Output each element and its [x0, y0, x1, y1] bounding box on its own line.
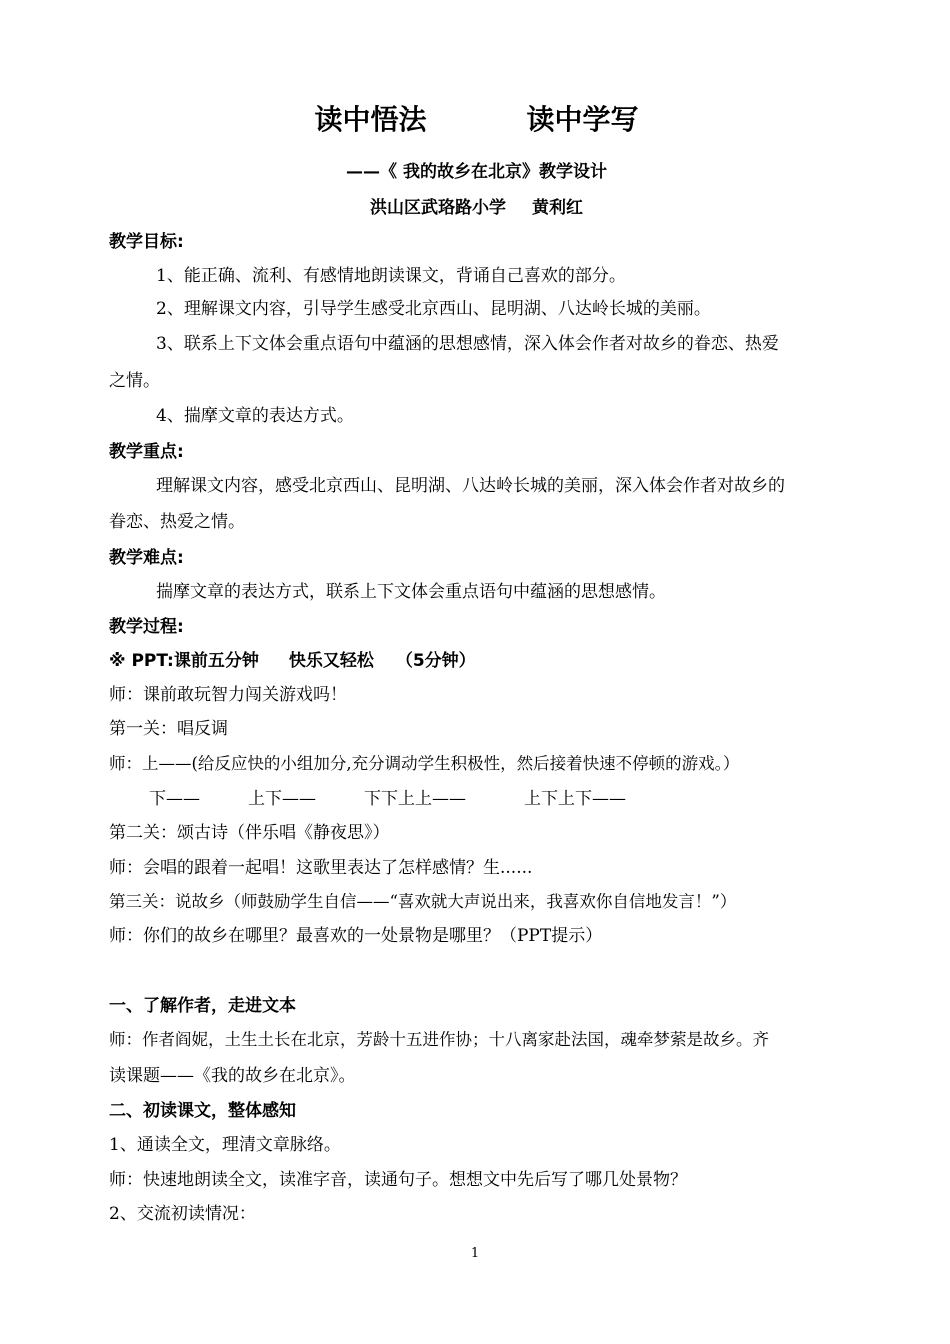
process-text: 师：课前敢玩智力闯关游戏吗！	[109, 685, 347, 705]
ppt-line: ※ PPT:课前五分钟 快乐又轻松 （5分钟）	[109, 651, 476, 671]
author-name: 黄利红	[532, 198, 583, 218]
key-points-text: 理解课文内容，感受北京西山、昆明湖、八达岭长城的美丽，深入体会作者对故乡的	[156, 476, 785, 496]
section-heading: 二、初读课文，整体感知	[109, 1101, 296, 1121]
goal-item-continuation: 之情。	[109, 371, 160, 391]
process-text: 师：上——(给反应快的小组加分,充分调动学生积极性，然后接着快速不停顿的游戏。）	[109, 754, 740, 773]
section-text: 2、交流初读情况：	[109, 1204, 256, 1224]
document-title	[109, 98, 844, 142]
author-school: 洪山区武珞路小学	[370, 198, 506, 218]
drill-line	[109, 784, 626, 814]
section-text: 读课题——《我的故乡在北京》。	[109, 1066, 356, 1086]
section-text: 1、通读全文，理清文章脉络。	[109, 1135, 341, 1155]
difficulties-text: 揣摩文章的表达方式，联系上下文体会重点语句中蕴涵的思想感情。	[156, 582, 666, 602]
goal-item: 1、能正确、流利、有感情地朗读课文，背诵自己喜欢的部分。	[156, 266, 626, 286]
title-left: 读中悟法	[314, 103, 427, 136]
goals-heading: 教学目标:	[109, 232, 184, 252]
goal-item: 4、揣摩文章的表达方式。	[156, 406, 354, 426]
difficulties-heading: 教学难点:	[109, 548, 184, 568]
goal-item: 2、理解课文内容，引导学生感受北京西山、昆明湖、八达岭长城的美丽。	[156, 299, 711, 319]
process-text: 师：会唱的跟着一起唱！这歌里表达了怎样感情？生......	[109, 858, 533, 878]
process-text: 第三关：说故乡（师鼓励学生自信——“喜欢就大声说出来，我喜欢你自信地发言！”）	[109, 892, 737, 911]
key-points-text: 眷恋、热爱之情。	[109, 512, 245, 532]
goal-item: 3、联系上下文体会重点语句中蕴涵的思想感情，深入体会作者对故乡的眷恋、热爱	[156, 334, 779, 354]
section-heading: 一、了解作者，走进文本	[109, 996, 296, 1016]
process-text: 第二关：颂古诗（伴乐唱《静夜思》）	[109, 823, 390, 843]
author-line	[109, 193, 844, 223]
drill-item: 下下上上——	[364, 789, 466, 809]
key-points-heading: 教学重点:	[109, 442, 184, 462]
process-text: 师：你们的故乡在哪里？最喜欢的一处景物是哪里？（PPT提示）	[109, 926, 603, 946]
section-text: 师：快速地朗读全文，读准字音，读通句子。想想文中先后写了哪几处景物？	[109, 1170, 687, 1190]
page-number: 1	[470, 1246, 480, 1261]
process-text: 第一关：唱反调	[109, 719, 228, 739]
drill-item: 上下上下——	[524, 789, 626, 809]
drill-item: 下——	[149, 789, 200, 809]
document-page	[109, 0, 844, 1344]
section-text: 师：作者阎妮，土生土长在北京，芳龄十五进作协；十八离家赴法国，魂牵梦萦是故乡。齐	[109, 1030, 769, 1049]
drill-item: 上下——	[248, 789, 316, 809]
document-subtitle: ——《 我的故乡在北京》教学设计	[346, 162, 607, 182]
title-right: 读中学写	[526, 103, 639, 136]
process-heading: 教学过程:	[109, 617, 184, 637]
